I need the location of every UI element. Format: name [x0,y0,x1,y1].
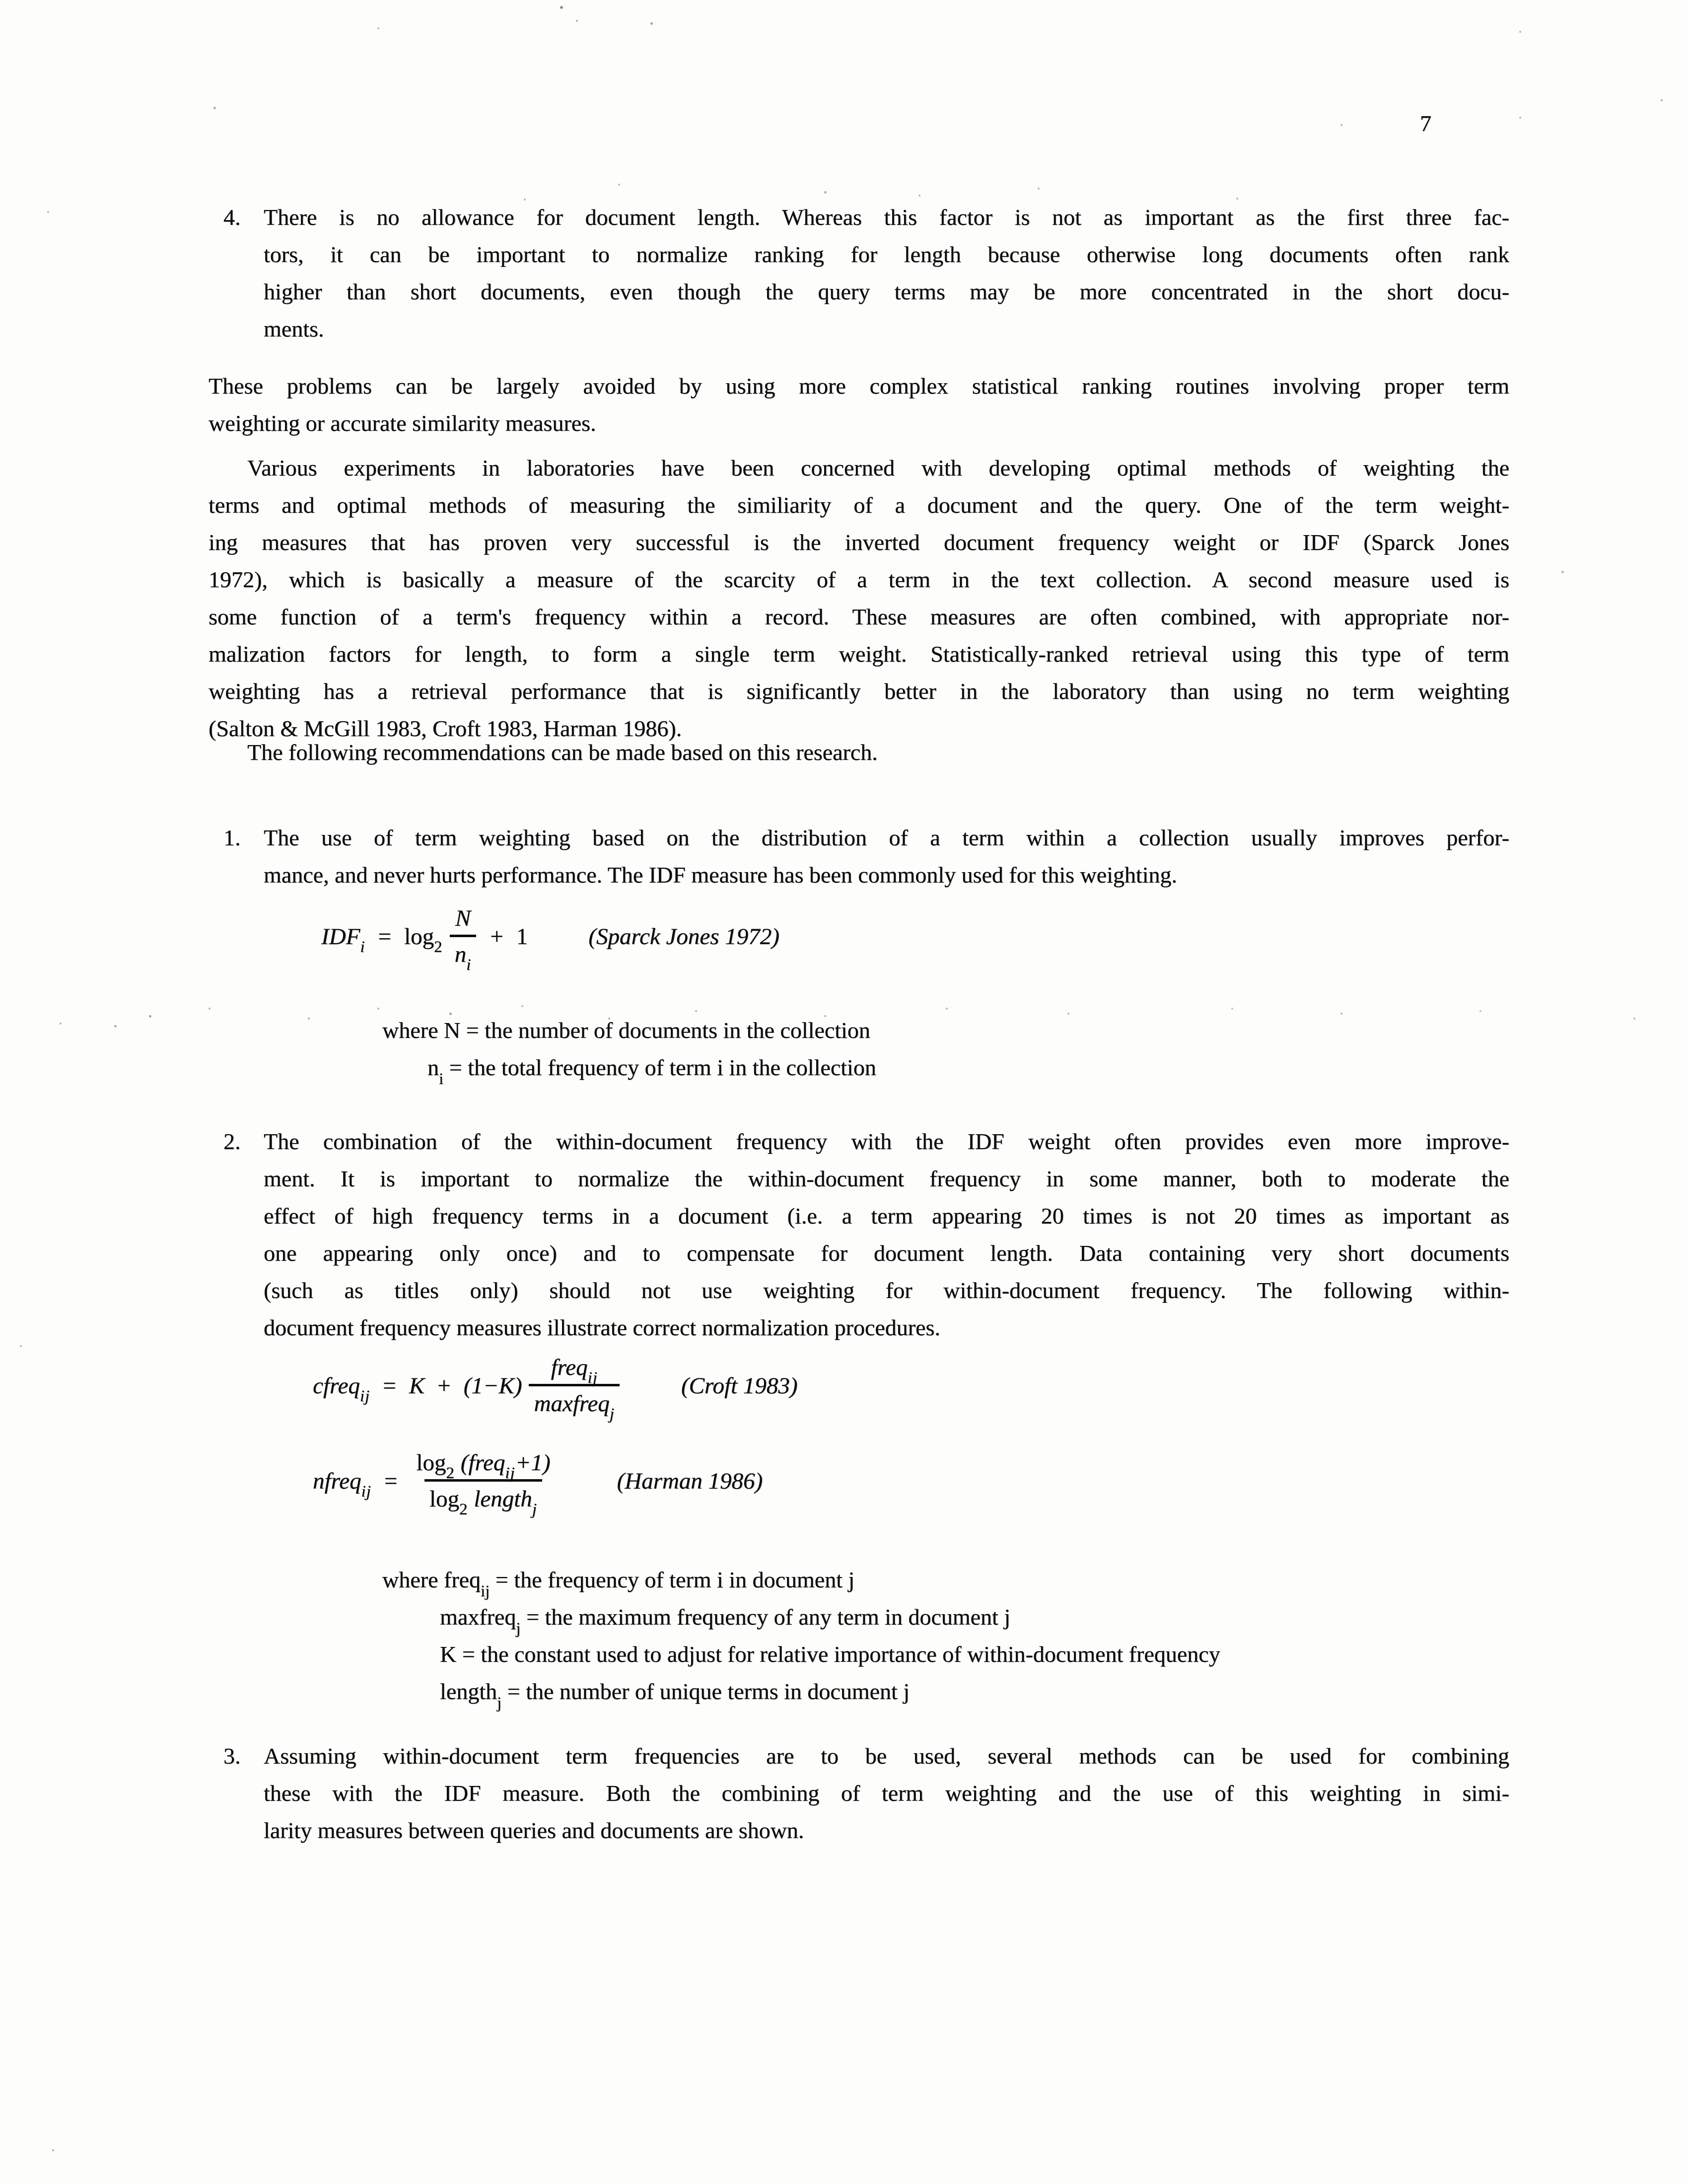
scan-noise-dot [449,1013,452,1015]
text-line: The combination of the within-document frequency with the IDF weight often provides even more improve- [264,1129,1509,1154]
text-line: Assuming within-document term frequencies are to be used, several methods can be used for combining [264,1743,1509,1769]
text-line: The following recommendations can be made based on this research. [247,740,878,765]
fraction-denominator [450,935,477,974]
idf-formula [321,905,779,974]
list-item-2 [223,1123,1509,1346]
text-line: larity measures between queries and documents are shown. [264,1818,804,1843]
equals-sign: = [378,923,391,950]
formula-term: log [416,1450,446,1476]
scan-noise-dot [1340,1013,1342,1015]
fraction-numerator [411,1449,555,1482]
scan-noise-dot [1561,571,1564,573]
text-line: one appearing only once) and to compensate for document length. Data containing very short documents [264,1240,1509,1266]
scan-noise-dot [377,27,379,29]
formula-subscript: j [609,1405,615,1424]
formula-term: N [455,905,471,931]
formula-term: maxfreq [534,1391,610,1417]
list-text [264,199,1509,347]
where-text: = the number of unique terms in document j [501,1679,910,1704]
formula-subscript: ij [505,1464,515,1482]
formula-citation: (Sparck Jones 1972) [588,923,779,950]
formula-subscript: 2 [446,1464,455,1482]
formula-lhs [313,1468,371,1501]
scan-noise-dot [918,195,920,197]
formula-term: K [409,1372,425,1399]
scan-noise-dot [524,199,526,201]
formula-subscript: i [360,938,365,956]
formula-term: (1−K) [463,1372,522,1399]
formula-subscript: j [532,1501,537,1519]
where-text: = the frequency of term i in document j [490,1567,855,1592]
where-text: = the total frequency of term i in the collection [443,1055,876,1080]
scan-noise-dot [560,6,563,9]
text-line: higher than short documents, even though the query terms may be more concentrated in the short docu- [264,279,1509,304]
scan-noise-dot [209,1008,211,1010]
formula-term: n [427,1055,439,1080]
scan-noise-dot [20,1345,22,1347]
formula-term: freq [551,1355,588,1380]
scan-noise-dot [618,184,620,186]
where-line [427,1049,876,1086]
formula-subscript: i [439,1070,444,1088]
text-line: effect of high frequency terms in a document (i.e. a term appearing 20 times is not 20 times as important as [264,1203,1509,1228]
paragraph-problems [209,367,1509,442]
scan-noise-dot [946,1008,948,1010]
fraction [529,1354,619,1424]
text-line: ment. It is important to normalize the within-document frequency in some manner, both to moderate the [264,1166,1509,1191]
scan-noise-dot [1479,1010,1481,1012]
equals-sign: = [383,1372,396,1399]
text-line: weighting has a retrieval performance that is significantly better in the laboratory than using no term weighting [209,679,1509,704]
scan-noise-dot [1067,1013,1069,1015]
formula-term: +1) [515,1450,551,1476]
text-line: document frequency measures illustrate correct normalization procedures. [264,1315,940,1340]
scan-noise-dot [1661,99,1663,101]
formula-subscript: ij [361,1482,371,1501]
text-line: malization factors for length, to form a single term weight. Statistically-ranked retrieval using this type of term [209,641,1509,667]
scan-noise-dot [650,22,653,25]
scan-noise-dot [114,1025,117,1027]
plus-sign: + [437,1372,451,1399]
scan-noise-dot [824,1015,826,1017]
scan-noise-dot [47,211,49,213]
idf-where-block [382,1012,876,1086]
text-line: These problems can be largely avoided by using more complex statistical ranking routines involving proper term [209,373,1509,399]
formula-citation: (Harman 1986) [617,1468,763,1494]
scan-noise-dot [149,1015,151,1018]
log-term [404,923,443,956]
list-number: 3. [223,1743,241,1769]
formula-term: cfreq [313,1372,360,1399]
formula-subscript: ij [480,1582,490,1600]
formula-term: length [468,1486,532,1512]
fraction-numerator [546,1354,603,1387]
list-item-4 [223,199,1509,347]
text-line: terms and optimal methods of measuring the similiarity of a document and the query. One of the term weight- [209,492,1509,518]
scan-noise-dot [521,1005,523,1007]
scan-noise-dot [1231,1008,1233,1010]
formula-subscript: ij [587,1369,598,1387]
formula-subscript: 2 [434,938,443,956]
list-number: 4. [223,205,241,230]
scan-noise-dot [1236,198,1238,200]
scan-noise-dot [608,1018,610,1020]
text-line: tors, it can be important to normalize ranking for length because otherwise long documents often rank [264,242,1509,267]
scan-noise-dot [1633,1018,1635,1020]
where-text: = the maximum frequency of any term in document j [520,1604,1010,1630]
where-text: where freq [382,1567,481,1592]
text-line: mance, and never hurts performance. The IDF measure has been commonly used for this weighting. [264,862,1177,887]
text-line: There is no allowance for document length. Whereas this factor is not as important as the first three fac- [264,205,1509,230]
list-text [264,1123,1509,1346]
scan-noise-dot [60,1023,62,1024]
text-line: ments. [264,316,324,341]
formula-subscript: j [496,1694,502,1712]
text-line: 1972), which is basically a measure of the scarcity of a term in the text collection. A second measure used is [209,567,1509,592]
fraction [411,1449,555,1519]
list-item-1 [223,819,1509,893]
text-line: (such as titles only) should not use weighting for within-document frequency. The following within- [264,1278,1509,1303]
scan-noise-dot [1487,1137,1489,1139]
where-text: length [440,1679,497,1704]
text-line: The use of term weighting based on the distribution of a term within a collection usually improves perfor- [264,825,1509,850]
fraction-denominator [424,1479,542,1519]
text-line: weighting or accurate similarity measures. [209,410,596,436]
formula-subscript: i [466,956,472,974]
where-line [440,1673,1220,1710]
scan-noise-dot [1038,188,1040,190]
text-line: (Salton & McGill 1983, Croft 1983, Harman 1986). [209,716,682,741]
list-number: 2. [223,1129,241,1154]
where-text: maxfreq [440,1604,516,1630]
formula-term: nfreq [313,1468,361,1494]
list-number: 1. [223,825,241,850]
fraction [450,905,477,974]
paragraph-recommendations [209,734,1509,771]
where-line: where N = the number of documents in the collection [382,1018,870,1043]
formula-citation: (Croft 1983) [681,1372,798,1399]
cfreq-formula [313,1354,798,1424]
formula-lhs [321,923,365,956]
scan-noise-dot [1519,117,1521,119]
scan-noise-dot [1340,124,1342,126]
list-text [264,1737,1509,1849]
text-line: ing measures that has proven very successful is the inverted document frequency weight or IDF (Sparck Jones [209,530,1509,555]
scan-noise-dot [1519,31,1521,33]
paragraph-various-experiments [209,449,1509,747]
where-line [440,1598,1220,1636]
text-line: Various experiments in laboratories have been concerned with developing optimal methods of weighting the [247,455,1509,480]
where-line: K = the constant used to adjust for relative importance of within-document frequency [440,1641,1220,1667]
page-number: 7 [1420,111,1431,136]
scan-noise-dot [695,1010,697,1012]
formula-subscript: ij [359,1387,370,1405]
freq-where-block [382,1561,1220,1710]
nfreq-formula [313,1449,763,1519]
scan-noise-dot [308,1018,310,1020]
text-line: some function of a term's frequency within a record. These measures are often combined, with appropriate nor- [209,604,1509,629]
list-item-3 [223,1737,1509,1849]
equals-sign: = [384,1468,398,1494]
list-text [264,819,1509,893]
formula-term: 1 [516,923,528,950]
fraction-numerator [450,905,476,935]
plus-sign: + [490,923,503,950]
formula-term: (freq [454,1450,505,1476]
scan-noise-dot [52,2149,54,2151]
formula-term: log [404,923,434,950]
formula-term: n [454,942,467,968]
text-line: these with the IDF measure. Both the combining of term weighting and the use of this weighting in simi- [264,1780,1509,1806]
where-line [382,1561,1220,1598]
formula-subscript: j [516,1620,521,1638]
scan-noise-dot [377,1008,379,1010]
formula-lhs [313,1372,370,1405]
scan-noise-dot [824,191,827,194]
scan-noise-dot [213,107,216,109]
scan-noise-dot [576,20,578,22]
formula-term: log [429,1486,459,1512]
formula-term: IDF [321,923,360,950]
formula-subscript: 2 [459,1501,468,1519]
fraction-denominator [529,1384,619,1424]
